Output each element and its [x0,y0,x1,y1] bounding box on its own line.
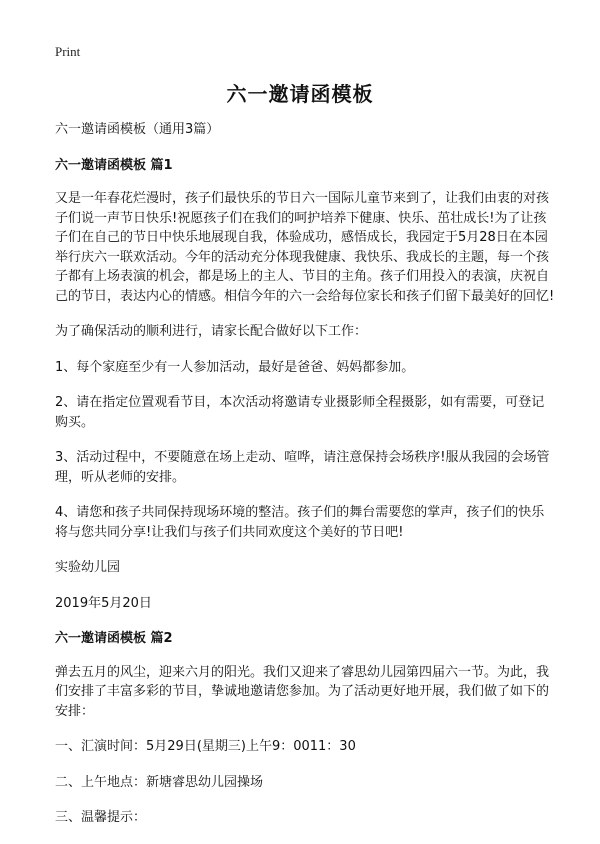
section-2-item-1: 一、汇演时间：5月29日(星期三)上午9：0011：30 [55,739,356,754]
section-2-item-3: 三、温馨提示： [55,810,147,825]
section-1-heading: 六一邀请函模板 篇1 [55,157,173,173]
document-title: 六一邀请函模板 [226,82,374,106]
section-1-item-4: 4、请您和孩子共同保持现场环境的整洁。孩子们的舞台需要您的掌声，孩子们的快乐将与您共同分享!让我们与孩子们共同欢度这个美好的节日吧! [55,505,545,540]
section-1-signature: 实验幼儿园 [55,560,121,575]
document-body [55,120,555,844]
section-1-item-1: 1、每个家庭至少有一人参加活动，最好是爸爸、妈妈都参加。 [55,359,415,375]
section-1-item-3: 3、活动过程中，不要随意在场上走动、喧哗，请注意保持会场秩序!服从我园的会场管理，听从老师的安排。 [55,450,550,485]
section-1-request: 为了确保活动的顺利进行，请家长配合做好以下工作： [55,324,368,339]
section-1-intro: 又是一年春花烂漫时，孩子们最快乐的节日六一国际儿童节来到了，让我们由衷的对孩子们说一声节日快乐!祝愿孩子们在我们的呵护培养下健康、快乐、茁壮成长!为了让孩子们在自己的节日中快乐地展现自我，体验成功，感悟成长，我园定于5月28日在本园举行庆六一联欢活动。今年的活动充分体现我健康、我快乐、我成长的主题，每一个孩子都有上场表演的机会，都是场上的主人、节目的主角。孩子们用投入的表演，庆祝自己的节日，表达内心的情感。相信今年的六一会给每位家长和孩子们留下最美好的回忆! [55,191,555,304]
document-subtitle: 六一邀请函模板（通用3篇） [55,122,220,137]
section-1-item-2: 2、请在指定位置观看节目，本次活动将邀请专业摄影师全程摄影，如有需要，可登记购买。 [55,395,545,430]
section-1-date: 2019年5月20日 [55,595,152,611]
print-label[interactable]: Print [55,44,81,59]
section-2-intro: 弹去五月的风尘，迎来六月的阳光。我们又迎来了睿思幼儿园第四届六一节。为此，我们安排了丰富多彩的节目，挚诚地邀请您参加。为了活动更好地开展，我们做了如下的安排： [55,664,550,719]
section-2-heading: 六一邀请函模板 篇2 [55,631,173,646]
section-2-item-2: 二、上午地点：新塘睿思幼儿园操场 [55,774,264,790]
